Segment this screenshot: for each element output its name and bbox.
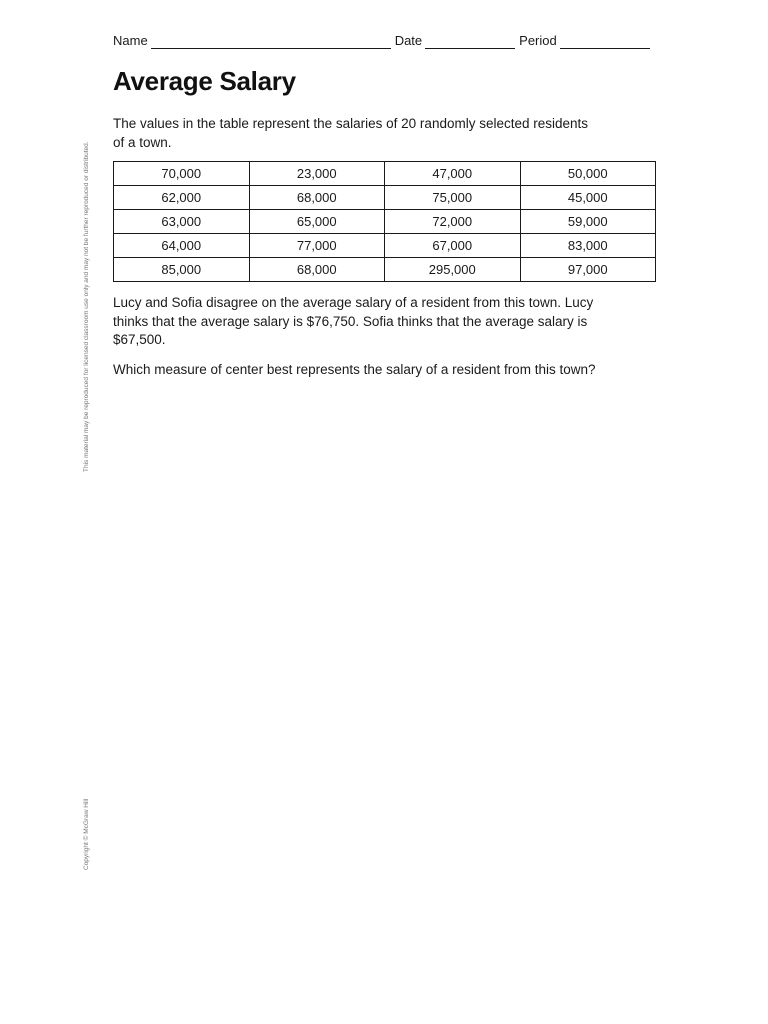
period-label: Period <box>519 33 557 48</box>
name-blank[interactable] <box>151 35 391 49</box>
question-paragraph: Which measure of center best represents the salary of a resident from this town? <box>113 362 596 377</box>
table-cell: 83,000 <box>520 234 656 258</box>
table-cell: 50,000 <box>520 162 656 186</box>
table-cell: 75,000 <box>385 186 521 210</box>
claim-paragraph: Lucy and Sofia disagree on the average salary of a resident from this town. Lucy thinks that the average salary is $76,750. Sofia thinks that the average salary is $67,500. <box>113 295 594 347</box>
date-label: Date <box>394 33 423 48</box>
intro-paragraph: The values in the table represent the salaries of 20 randomly selected residents of a town. <box>113 116 589 150</box>
table-row <box>114 186 656 210</box>
table-cell: 85,000 <box>114 258 250 282</box>
table-cell: 295,000 <box>385 258 521 282</box>
table-row <box>114 210 656 234</box>
period-blank[interactable] <box>560 35 650 49</box>
table-cell: 65,000 <box>249 210 385 234</box>
table-cell: 47,000 <box>385 162 521 186</box>
date-blank[interactable] <box>425 35 515 49</box>
table-row <box>114 258 656 282</box>
page-title: Average Salary <box>113 66 296 96</box>
table-cell: 67,000 <box>385 234 521 258</box>
table-row <box>114 234 656 258</box>
copyright-note: Copyright © McGraw Hill <box>83 798 90 870</box>
student-info-line <box>113 33 658 49</box>
table-cell: 70,000 <box>114 162 250 186</box>
table-cell: 59,000 <box>520 210 656 234</box>
table-cell: 64,000 <box>114 234 250 258</box>
table-cell: 62,000 <box>114 186 250 210</box>
table-cell: 68,000 <box>249 258 385 282</box>
salary-table <box>113 161 656 282</box>
license-note: This material may be reproduced for licensed classroom use only and may not be further reproduced or distributed. <box>83 141 90 472</box>
name-label: Name <box>113 33 148 48</box>
table-cell: 23,000 <box>249 162 385 186</box>
table-cell: 63,000 <box>114 210 250 234</box>
table-cell: 77,000 <box>249 234 385 258</box>
table-cell: 97,000 <box>520 258 656 282</box>
table-cell: 45,000 <box>520 186 656 210</box>
table-row <box>114 162 656 186</box>
table-cell: 68,000 <box>249 186 385 210</box>
table-cell: 72,000 <box>385 210 521 234</box>
